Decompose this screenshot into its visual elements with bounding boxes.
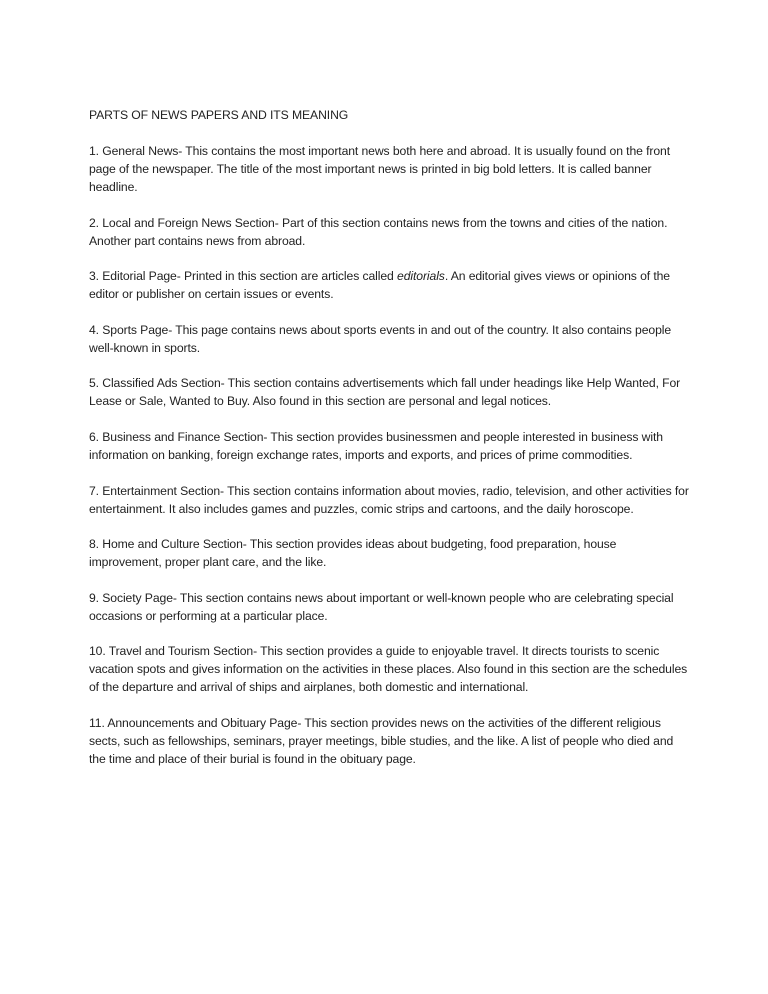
editorials-emphasis: editorials [397, 269, 445, 284]
section-home-culture: 8. Home and Culture Section- This section provides ideas about budgeting, food preparation, house improvement, proper plant care, and the like. [89, 537, 617, 570]
section-society-page: 9. Society Page- This section contains news about important or well-known people who are celebrating special occasions or performing at a particular place. [89, 590, 674, 623]
section-local-foreign-news: 2. Local and Foreign News Section- Part of this section contains news from the towns and cities of the nation. Another part contains news from abroad. [89, 215, 668, 248]
section-classified-ads: 5. Classified Ads Section- This section contains advertisements which fall under headings like Help Wanted, For Lease or Sale, Wanted to Buy. Also found in this section are personal and legal notices. [89, 376, 681, 409]
section-sports-page: 4. Sports Page- This page contains news about sports events in and out of the country. It also contains people well-known in sports. [89, 322, 672, 355]
section-business-finance: 6. Business and Finance Section- This section provides businessmen and people interested in business with information on banking, foreign exchange rates, imports and exports, and prices of prime commodities. [89, 429, 663, 462]
section-announcements-obituary: 11. Announcements and Obituary Page- This section provides news on the activities of the different religious sects, such as fellowships, seminars, prayer meetings, bible studies, and the like. A list of people who died and the time and place of their burial is found in the obituary page. [89, 715, 674, 766]
document-page [89, 106, 689, 786]
section-travel-tourism: 10. Travel and Tourism Section- This section provides a guide to enjoyable travel. It directs tourists to scenic vacation spots and gives information on the activities in these places. Also found in this section are the schedules of the departure and arrival of ships and airplanes, both domestic and international. [89, 644, 688, 695]
document-title: PARTS OF NEWS PAPERS AND ITS MEANING [89, 108, 349, 122]
editorial-text-suffix: . An editorial gives views or opinions of the editor or publisher on certain issues or events. [89, 269, 670, 302]
section-general-news: 1. General News- This contains the most important news both here and abroad. It is usually found on the front page of the newspaper. The title of the most important news is printed in big bold letters. It is called banner headline. [89, 144, 670, 194]
editorial-text-prefix: 3. Editorial Page- Printed in this section are articles called [89, 269, 398, 284]
section-editorial-page [89, 267, 689, 303]
section-entertainment: 7. Entertainment Section- This section contains information about movies, radio, television, and other activities for entertainment. It also includes games and puzzles, comic strips and cartoons, and the daily horoscope. [89, 483, 689, 516]
